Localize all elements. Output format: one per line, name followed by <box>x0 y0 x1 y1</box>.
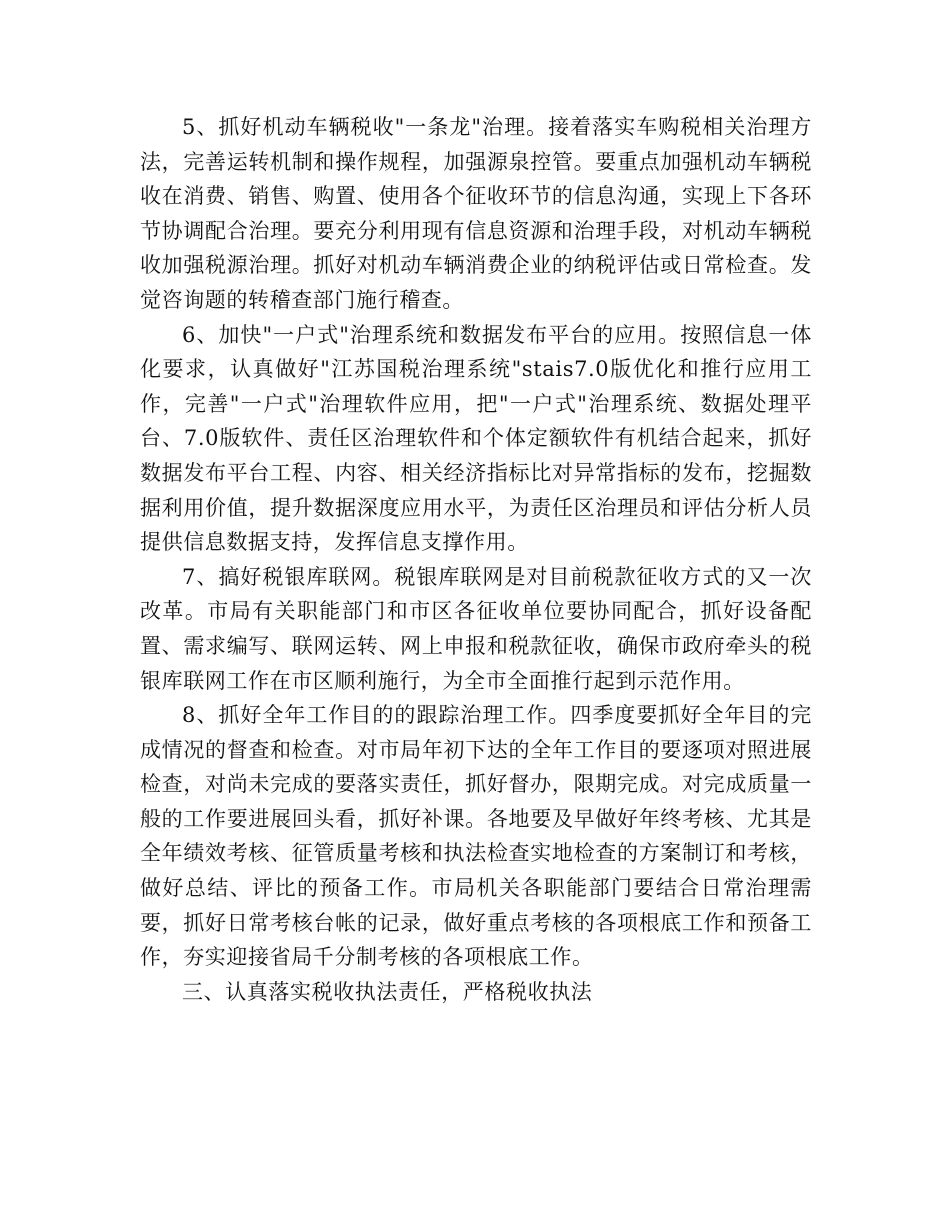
paragraph-item-8: 8、抓好全年工作目的的跟踪治理工作。四季度要抓好全年目的完成情况的督查和检查。对市局年初下达的全年工作目的要逐项对照进展检查，对尚未完成的要落实责任，抓好督办，限期完成。对完成质量一般的工作要进展回头看，抓好补课。各地要及早做好年终考核、尤其是全年绩效考核、征管质量考核和执法检查实地检查的方案制订和考核，做好总结、评比的预备工作。市局机关各职能部门要结合日常治理需要，抓好日常考核台帐的记录，做好重点考核的各项根底工作和预备工作，夯实迎接省局千分制考核的各项根底工作。 <box>140 703 812 970</box>
document-body <box>140 110 812 1009</box>
paragraph-item-6: 6、加快"一户式"治理系统和数据发布平台的应用。按照信息一体化要求，认真做好"江苏国税治理系统"stais7.0版优化和推行应用工作，完善"一户式"治理软件应用，把"一户式"治理系统、数据处理平台、7.0版软件、责任区治理软件和个体定额软件有机结合起来，抓好数据发布平台工程、内容、相关经济指标比对异常指标的发布，挖掘数据利用价值，提升数据深度应用水平，为责任区治理员和评估分析人员提供信息数据支持，发挥信息支撑作用。 <box>140 322 812 555</box>
section-heading-3: 三、认真落实税收执法责任，严格税收执法 <box>182 979 593 1004</box>
paragraph-item-5: 5、抓好机动车辆税收"一条龙"治理。接着落实车购税相关治理方法，完善运转机制和操作规程，加强源泉控管。要重点加强机动车辆税收在消费、销售、购置、使用各个征收环节的信息沟通，实现上下各环节协调配合治理。要充分利用现有信息资源和治理手段，对机动车辆税收加强税源治理。抓好对机动车辆消费企业的纳税评估或日常检查。发觉咨询题的转稽查部门施行稽查。 <box>140 115 812 312</box>
paragraph-item-7: 7、搞好税银库联网。税银库联网是对目前税款征收方式的又一次改革。市局有关职能部门和市区各征收单位要协同配合，抓好设备配置、需求编写、联网运转、网上申报和税款征收，确保市政府牵头的税银库联网工作在市区顺利施行，为全市全面推行起到示范作用。 <box>140 564 812 693</box>
